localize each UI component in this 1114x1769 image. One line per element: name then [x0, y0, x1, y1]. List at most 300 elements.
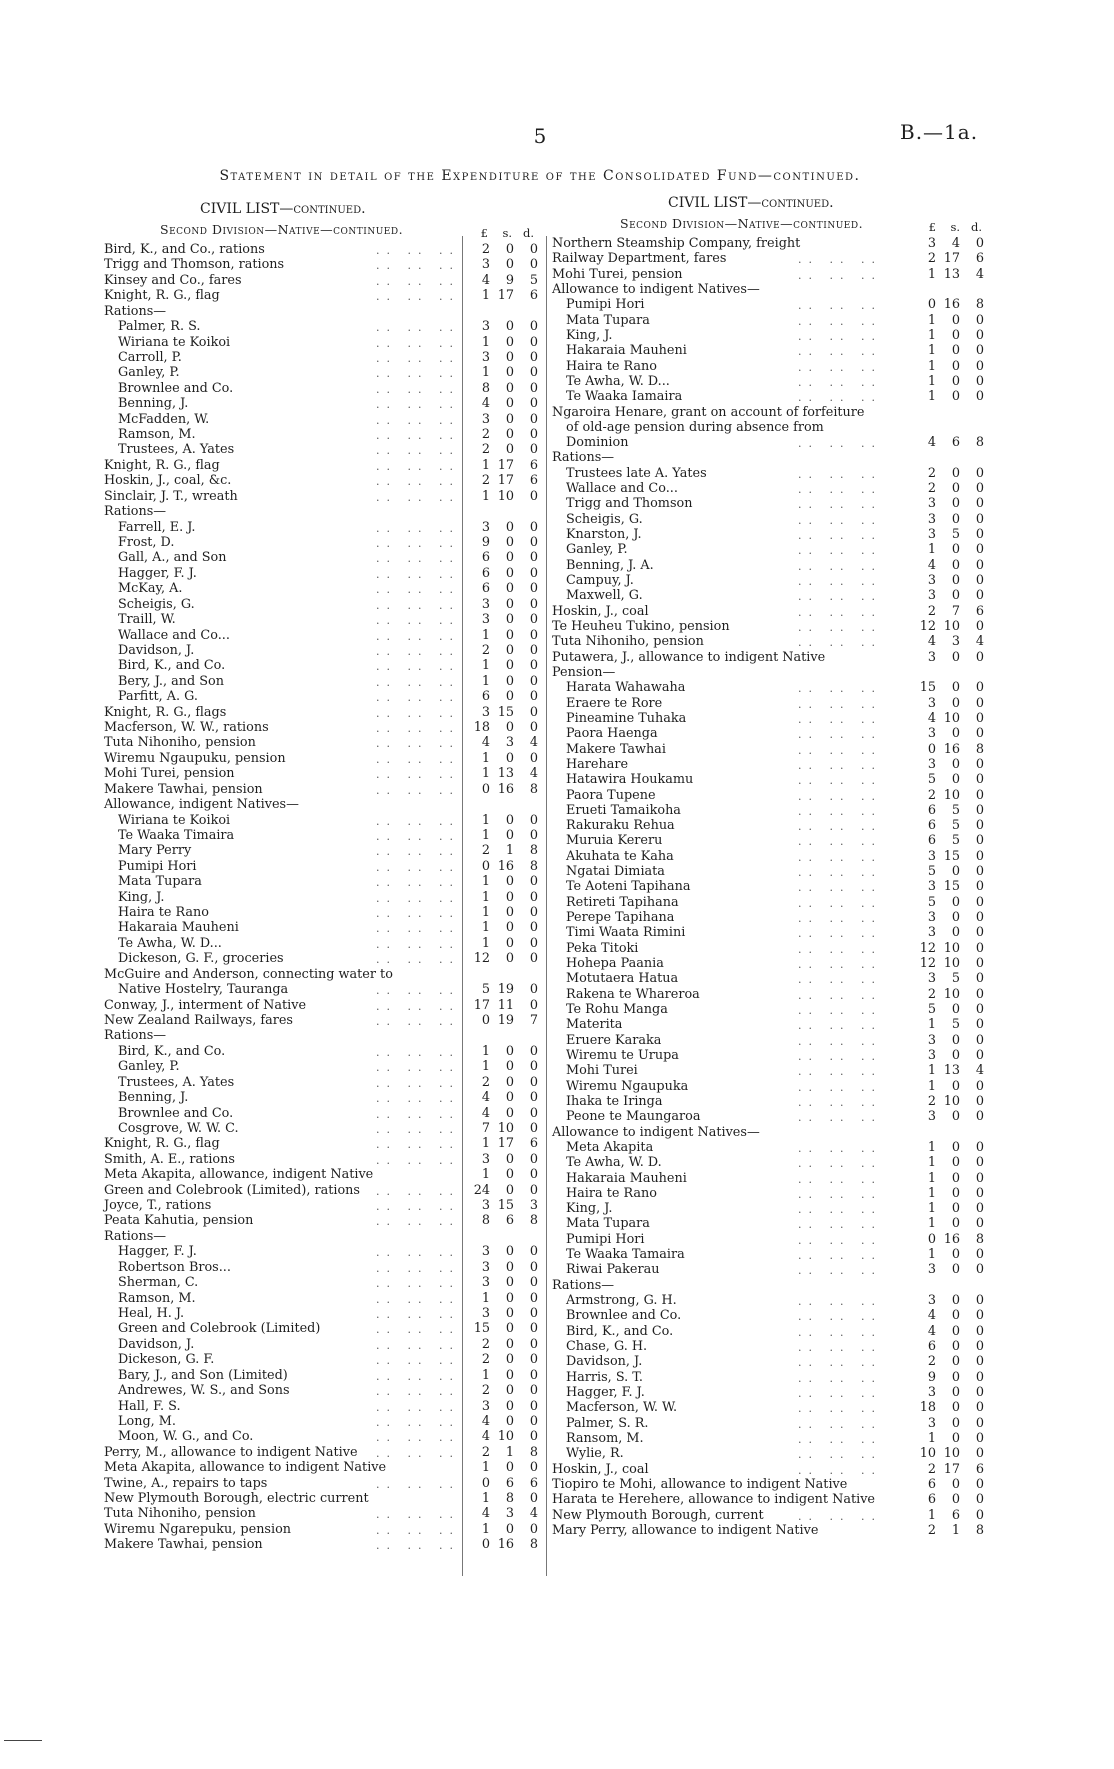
entry-label: Makere Tawhai: [566, 741, 666, 757]
amount-pence: 0: [529, 1167, 538, 1183]
entry-row: [104, 1521, 538, 1538]
amount-pounds: 3: [481, 1259, 490, 1275]
leader-dots: .. .. ..: [376, 1246, 460, 1260]
amount-pounds: 2: [927, 986, 936, 1002]
amount-pence: 0: [529, 1275, 538, 1291]
entry-label: Davidson, J.: [118, 1336, 195, 1352]
leader-dots: .. .. ..: [376, 1092, 460, 1106]
entry-row: [552, 910, 992, 926]
amount-pence: 0: [529, 1151, 538, 1167]
entry-label: Maxwell, G.: [566, 588, 643, 604]
entry-label: Knight, R. G., flag: [104, 457, 220, 473]
entry-label: Peone te Maungaroa: [566, 1109, 701, 1125]
entry-label: Mata Tupara: [118, 874, 202, 890]
amount-shillings: 1: [505, 1444, 514, 1460]
leader-dots: .. .. ..: [798, 1157, 882, 1171]
amount-pence: 0: [975, 1308, 984, 1324]
entry-label: Allowance to indigent Natives—: [552, 281, 760, 297]
leader-dots: .. .. ..: [798, 942, 882, 956]
entry-row: [104, 427, 538, 443]
entry-label: Wallace and Co...: [566, 481, 678, 497]
entry-row: [104, 1259, 538, 1276]
entry-label: Bird, K., and Co., rations: [104, 242, 265, 257]
entry-row: [552, 236, 992, 252]
entry-row: [104, 689, 538, 705]
entry-label: Davidson, J.: [566, 1354, 643, 1370]
entry-row: [552, 481, 992, 497]
amount-pounds: 3: [481, 257, 490, 273]
amount-pence: 0: [975, 986, 984, 1002]
entry-row: [104, 612, 538, 628]
entry-row: [552, 1216, 992, 1232]
entry-label: Bird, K., and Co.: [566, 1323, 674, 1339]
amount-pounds: 3: [927, 1293, 936, 1309]
amount-shillings: 0: [505, 750, 514, 766]
amount-pounds: 2: [927, 465, 936, 481]
amount-pence: 0: [975, 925, 984, 941]
amount-pounds: 1: [481, 334, 490, 350]
entry-label: Benning, J. A.: [566, 557, 654, 573]
entry-label: Tuta Nihoniho, pension: [552, 634, 704, 650]
amount-pounds: 0: [481, 1013, 490, 1028]
entry-row: [552, 558, 992, 574]
entry-label: New Plymouth Borough, current: [552, 1507, 764, 1523]
entry-row: [552, 1186, 992, 1202]
amount-pounds: 1: [481, 1491, 490, 1507]
amount-pence: 0: [529, 1398, 538, 1414]
entry-label: Riwai Pakerau: [566, 1262, 660, 1278]
entry-row: [552, 1293, 992, 1309]
entry-label: Pumipi Hori: [118, 858, 197, 874]
entry-row: [552, 604, 992, 620]
pence-header: d.: [970, 220, 982, 234]
amount-pounds: 3: [927, 588, 936, 604]
entry-label: Te Waaka Tamaira: [566, 1247, 685, 1263]
amount-pounds: 1: [481, 827, 490, 843]
entry-row: [552, 1400, 992, 1416]
entry-row: [552, 1063, 992, 1079]
entry-label: Motutaera Hatua: [566, 971, 679, 987]
leader-dots: .. .. ..: [376, 891, 460, 905]
entry-row: [104, 827, 538, 844]
center-column-rule: [546, 236, 547, 1576]
amount-shillings: 0: [505, 411, 514, 427]
amount-shillings: 0: [951, 1109, 960, 1125]
entry-label: Ramson, M.: [118, 1290, 196, 1306]
amount-pounds: 1: [927, 1078, 936, 1094]
amount-shillings: 3: [505, 1506, 514, 1522]
entry-label: Meta Akapita: [566, 1139, 654, 1155]
entry-label: Traill, W.: [118, 612, 176, 628]
leader-dots: .. .. ..: [798, 1341, 882, 1355]
entry-row: [104, 319, 538, 335]
entry-row: [552, 1171, 992, 1187]
amount-shillings: 0: [505, 1105, 514, 1121]
document-reference: B.—1a.: [900, 120, 979, 144]
amount-pounds: 4: [927, 1308, 936, 1324]
leader-dots: .. .. ..: [376, 1045, 460, 1059]
entry-row: [104, 797, 534, 813]
entry-row: [104, 1244, 538, 1260]
amount-shillings: 0: [951, 1339, 960, 1355]
entry-label: Hohepa Paania: [566, 956, 664, 972]
entry-label: Chase, G. H.: [566, 1339, 648, 1355]
entry-label: Eraere te Rore: [566, 695, 663, 711]
amount-pounds: 0: [927, 741, 936, 757]
amount-shillings: 16: [943, 1231, 960, 1247]
amount-pence: 0: [529, 1383, 538, 1399]
amount-pounds: 1: [481, 874, 490, 890]
amount-pence: 0: [529, 1120, 538, 1136]
amount-pence: 0: [975, 695, 984, 711]
amount-shillings: 0: [505, 1090, 514, 1106]
entry-row: [552, 1155, 992, 1171]
amount-pounds: 2: [481, 1444, 490, 1460]
entry-row: [104, 673, 538, 690]
amount-shillings: 10: [943, 940, 960, 956]
entry-row: [552, 328, 992, 344]
entry-row: [552, 864, 992, 880]
amount-shillings: 6: [505, 1213, 514, 1229]
entry-label: Muruia Kereru: [566, 833, 663, 849]
amount-pence: 0: [975, 894, 984, 910]
entry-row: [552, 1523, 992, 1539]
leader-dots: .. .. ..: [798, 804, 882, 818]
amount-pence: 6: [529, 1475, 538, 1491]
amount-shillings: 0: [505, 658, 514, 674]
entry-label: Tiopiro te Mohi, allowance to indigent Native: [552, 1476, 848, 1492]
amount-shillings: 17: [497, 473, 514, 489]
amount-pence: 0: [529, 1043, 538, 1059]
leader-dots: .. .. ..: [376, 1415, 460, 1429]
leader-dots: .. .. ..: [376, 691, 460, 705]
amount-shillings: 10: [943, 787, 960, 803]
entry-label: Green and Colebrook (Limited), rations: [104, 1182, 360, 1198]
entry-row: [552, 1017, 992, 1033]
left-civil-list-heading: CIVIL LIST—continued.: [200, 201, 366, 217]
amount-shillings: 0: [505, 242, 514, 257]
amount-pounds: 3: [481, 319, 490, 335]
amount-pounds: 3: [927, 879, 936, 895]
amount-shillings: 11: [497, 997, 514, 1013]
amount-pence: 0: [529, 534, 538, 550]
amount-shillings: 0: [951, 327, 960, 343]
entry-label: Paora Tupene: [566, 787, 656, 803]
entry-row: [552, 267, 992, 283]
entry-row: [104, 720, 538, 736]
amount-pounds: 3: [927, 971, 936, 987]
entry-row: [104, 288, 538, 304]
leader-dots: .. .. ..: [376, 644, 460, 658]
leader-dots: .. .. ..: [376, 1200, 460, 1214]
entry-label: Haira te Rano: [566, 358, 657, 374]
amount-shillings: 10: [943, 710, 960, 726]
amount-pence: 0: [975, 511, 984, 527]
amount-shillings: 0: [505, 935, 514, 951]
entry-label: Paora Haenga: [566, 726, 658, 742]
leader-dots: .. .. ..: [798, 544, 882, 558]
entry-label: Timi Waata Rimini: [566, 925, 686, 941]
entry-row: [552, 282, 992, 298]
amount-pounds: 4: [481, 735, 490, 751]
amount-pounds: 1: [927, 1247, 936, 1263]
amount-shillings: 17: [497, 288, 514, 304]
amount-pounds: 2: [481, 1352, 490, 1368]
entry-row: [104, 781, 538, 798]
leader-dots: .. .. ..: [798, 1095, 882, 1109]
entry-row: [104, 843, 538, 859]
amount-pounds: 9: [481, 534, 490, 550]
leader-dots: .. .. ..: [798, 912, 882, 926]
amount-shillings: 0: [951, 1308, 960, 1324]
amount-pounds: 3: [927, 726, 936, 742]
entry-label: Wiriana te Koikoi: [118, 812, 231, 828]
entry-row: [104, 812, 538, 829]
entry-row: [104, 1537, 538, 1553]
amount-pounds: 4: [481, 1429, 490, 1445]
amount-shillings: 10: [497, 1429, 514, 1445]
amount-pounds: 6: [927, 1476, 936, 1492]
leader-dots: .. .. ..: [798, 1310, 882, 1324]
amount-pence: 0: [529, 935, 538, 951]
leader-dots: .. .. ..: [798, 1203, 882, 1217]
amount-pence: 0: [529, 1367, 538, 1383]
amount-shillings: 0: [951, 695, 960, 711]
entry-row: [104, 550, 538, 566]
entry-label: Knarston, J.: [566, 527, 642, 543]
leader-dots: .. .. ..: [798, 835, 882, 849]
entry-row: [552, 1354, 992, 1370]
amount-shillings: 0: [505, 319, 514, 335]
entry-row: [552, 711, 992, 727]
amount-pence: 0: [975, 1492, 984, 1508]
amount-shillings: 0: [951, 1185, 960, 1201]
amount-shillings: 0: [951, 1492, 960, 1508]
amount-pounds: 2: [481, 1336, 490, 1352]
entry-row: [552, 1033, 992, 1049]
amount-pence: 0: [975, 1185, 984, 1201]
entry-row: [552, 956, 992, 972]
leader-dots: .. .. ..: [376, 1523, 460, 1537]
amount-shillings: 0: [951, 649, 960, 665]
entry-row: [552, 359, 992, 375]
entry-row: [104, 997, 538, 1014]
leader-dots: .. .. ..: [798, 743, 882, 757]
entry-label: Makere Tawhai, pension: [104, 1537, 263, 1553]
entry-label: Benning, J.: [118, 396, 189, 412]
amount-shillings: 0: [951, 343, 960, 359]
leader-dots: .. .. ..: [376, 814, 460, 828]
amount-pounds: 3: [481, 519, 490, 535]
entry-label: Bery, J., and Son: [118, 673, 224, 689]
entry-label: McKay, A.: [118, 581, 183, 597]
leader-dots: .. .. ..: [798, 1249, 882, 1263]
amount-pounds: 1: [927, 327, 936, 343]
entry-label: Wallace and Co...: [118, 627, 230, 643]
amount-pounds: 2: [927, 481, 936, 497]
entry-row: [552, 420, 992, 436]
entry-label: Smith, A. E., rations: [104, 1151, 235, 1167]
leader-dots: .. .. ..: [798, 850, 882, 864]
entry-row: [552, 527, 992, 543]
amount-pence: 0: [529, 1244, 538, 1260]
entry-row: [552, 450, 992, 466]
entry-label: Haira te Rano: [566, 1185, 657, 1201]
entry-row: [104, 1336, 538, 1353]
entry-row: [104, 1413, 538, 1430]
entry-label: Retireti Tapihana: [566, 894, 679, 910]
amount-pence: 0: [975, 1339, 984, 1355]
amount-pounds: 12: [473, 951, 490, 967]
entry-label: McGuire and Anderson, connecting water to: [104, 966, 393, 982]
leader-dots: .. .. ..: [376, 614, 460, 628]
leader-dots: .. .. ..: [798, 314, 882, 328]
entry-row: [104, 442, 538, 458]
amount-pounds: 1: [481, 627, 490, 643]
entry-label: Railway Department, fares: [552, 251, 727, 267]
amount-shillings: 4: [951, 236, 960, 251]
amount-pounds: 2: [927, 1354, 936, 1370]
shillings-header: s.: [502, 226, 512, 240]
amount-shillings: 19: [497, 982, 514, 998]
amount-pounds: 2: [481, 242, 490, 257]
entry-label: of old-age pension during absence from: [566, 419, 824, 435]
entry-label: Dominion: [566, 435, 629, 451]
entry-label: Rakuraku Rehua: [566, 818, 675, 834]
entry-label: Wiremu Ngaupuku, pension: [104, 750, 286, 766]
entry-row: [104, 380, 538, 397]
amount-shillings: 3: [505, 735, 514, 751]
entry-row: [104, 457, 538, 474]
entry-row: [104, 1074, 538, 1091]
leader-dots: .. .. ..: [798, 697, 882, 711]
entry-label: Bary, J., and Son (Limited): [118, 1367, 288, 1383]
entry-row: [104, 1460, 538, 1476]
amount-pounds: 1: [481, 935, 490, 951]
amount-pence: 4: [529, 766, 538, 782]
entry-label: Allowance, indigent Natives—: [104, 797, 299, 813]
amount-pence: 8: [529, 1213, 538, 1229]
amount-pounds: 1: [927, 1507, 936, 1523]
amount-pounds: 4: [927, 435, 936, 451]
entry-label: Knight, R. G., flag: [104, 288, 220, 304]
amount-pence: 0: [975, 373, 984, 389]
amount-pence: 0: [529, 673, 538, 689]
amount-pence: 6: [529, 1136, 538, 1152]
amount-pounds: 6: [481, 689, 490, 705]
entry-row: [104, 1090, 538, 1106]
leader-dots: .. .. ..: [376, 845, 460, 859]
leader-dots: .. .. ..: [376, 907, 460, 921]
leader-dots: .. .. ..: [798, 636, 882, 650]
amount-pounds: 1: [927, 389, 936, 405]
entry-row: [104, 411, 538, 428]
entry-label: Bird, K., and Co.: [118, 1043, 226, 1059]
leader-dots: .. .. ..: [798, 1233, 882, 1247]
entry-label: Harata te Herehere, allowance to indigent Native: [552, 1492, 875, 1508]
entry-label: Joyce, T., rations: [104, 1198, 212, 1214]
leader-dots: .. .. ..: [798, 329, 882, 343]
entry-row: [552, 374, 992, 390]
right-civil-list-heading: CIVIL LIST—continued.: [668, 195, 834, 211]
amount-pounds: 4: [481, 1506, 490, 1522]
amount-pence: 0: [529, 1460, 538, 1476]
amount-pounds: 1: [481, 365, 490, 381]
amount-pounds: 4: [481, 1090, 490, 1106]
amount-pence: 0: [975, 649, 984, 665]
amount-shillings: 0: [505, 1398, 514, 1414]
amount-pence: 6: [975, 1461, 984, 1477]
entry-label: Wiremu Ngaupuka: [566, 1078, 689, 1094]
entry-label: Mata Tupara: [566, 312, 650, 328]
amount-shillings: 0: [505, 380, 514, 396]
leader-dots: .. .. ..: [798, 375, 882, 389]
amount-pounds: 2: [927, 1522, 936, 1538]
entry-label: Bird, K., and Co.: [118, 658, 226, 674]
amount-pounds: 2: [481, 1383, 490, 1399]
left-division-heading: Second Division—Native—continued.: [160, 222, 404, 237]
amount-pence: 0: [975, 833, 984, 849]
entry-row: [104, 766, 538, 782]
amount-pounds: 1: [481, 288, 490, 304]
entry-label: Gall, A., and Son: [118, 550, 227, 566]
amount-pounds: 3: [927, 756, 936, 772]
entry-row: [552, 496, 992, 512]
amount-pence: 0: [975, 1002, 984, 1017]
entry-label: Parfitt, A. G.: [118, 689, 198, 705]
amount-shillings: 6: [951, 1507, 960, 1523]
entry-label: Hagger, F. J.: [118, 1244, 197, 1260]
leader-dots: .. .. ..: [376, 290, 460, 304]
amount-pence: 0: [529, 704, 538, 720]
leader-dots: .. .. ..: [798, 437, 882, 451]
entry-label: Akuhata te Kaha: [566, 848, 674, 864]
amount-pence: 0: [529, 349, 538, 365]
leader-dots: .. .. ..: [798, 1387, 882, 1400]
amount-pounds: 1: [927, 373, 936, 389]
leader-dots: .. .. ..: [376, 999, 460, 1013]
amount-shillings: 0: [951, 465, 960, 481]
amount-shillings: 0: [505, 889, 514, 905]
leader-dots: .. .. ..: [798, 590, 882, 604]
leader-dots: .. .. ..: [798, 1218, 882, 1232]
amount-pence: 0: [529, 982, 538, 998]
entry-row: [552, 772, 992, 788]
entry-label: Rations—: [104, 504, 167, 520]
amount-pence: 0: [529, 1413, 538, 1429]
leader-dots: .. .. ..: [798, 1325, 882, 1339]
entry-label: Hakaraia Mauheni: [118, 920, 239, 936]
amount-pounds: 3: [927, 910, 936, 926]
leader-dots: .. .. ..: [376, 706, 460, 720]
amount-pounds: 3: [927, 848, 936, 864]
amount-shillings: 0: [951, 1369, 960, 1385]
entry-label: Tuta Nihoniho, pension: [104, 1506, 256, 1522]
amount-pence: 6: [975, 251, 984, 267]
amount-pounds: 4: [481, 396, 490, 412]
entry-row: [552, 1370, 992, 1386]
entry-row: [552, 1262, 992, 1278]
leader-dots: .. .. ..: [376, 1015, 460, 1028]
entry-row: [552, 405, 992, 421]
leader-dots: .. .. ..: [798, 1402, 882, 1416]
amount-pounds: 1: [927, 1139, 936, 1155]
amount-pounds: 5: [927, 1002, 936, 1017]
amount-pounds: 0: [481, 1537, 490, 1553]
amount-pence: 0: [529, 550, 538, 566]
amount-pence: 0: [975, 1032, 984, 1048]
amount-pence: 0: [975, 1047, 984, 1063]
